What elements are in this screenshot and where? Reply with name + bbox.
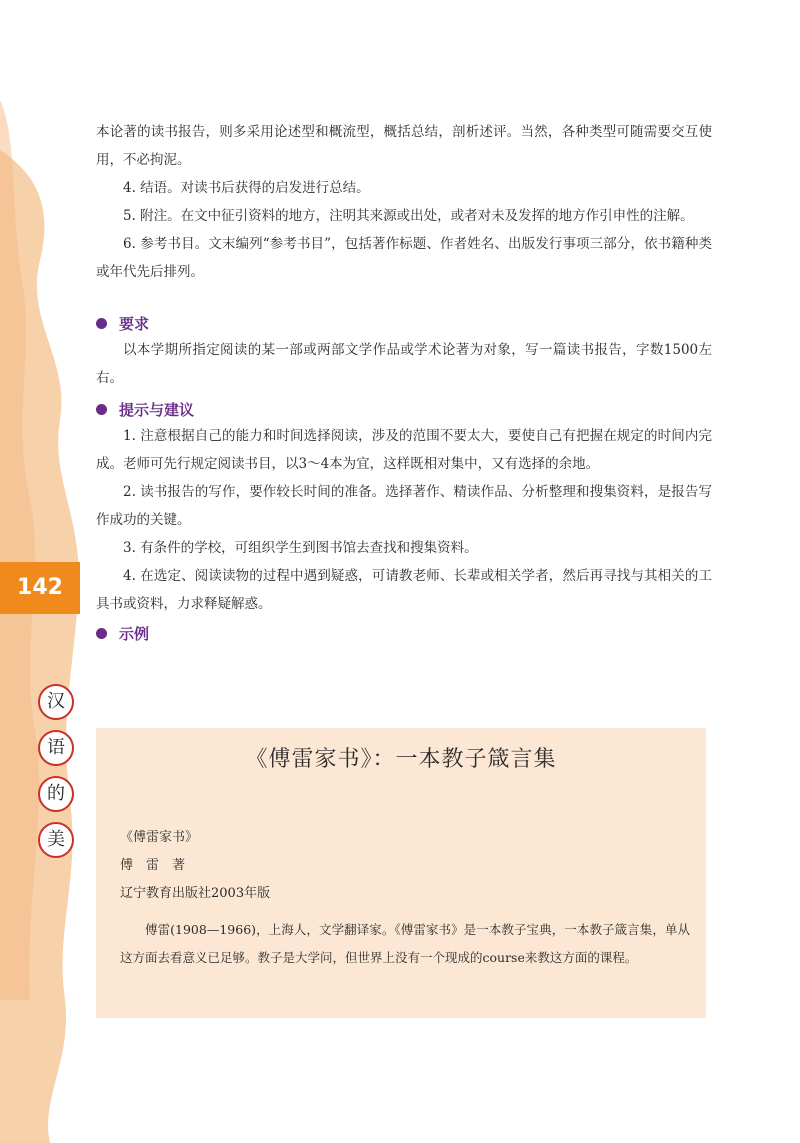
section-heading-label: 要求 [119,314,150,333]
example-box [96,728,706,1018]
tip-item: 1. 注意根据自己的能力和时间选择阅读，涉及的范围不要太大，要使自己有把握在规定的时间内完成。老师可先行规定阅读书目，以3～4本为宜，这样既相对集中，又有选择的余地。 [96,428,712,472]
side-title-char: 语 [38,730,74,766]
example-body: 傅雷(1908—1966)，上海人，文学翻译家。《傅雷家书》是一本教子宝典，一本教子箴言集，单从这方面去看意义已足够。教子是大学问，但世界上没有一个现成的course来教这方面的课程。 [120,922,690,965]
tip-item: 3. 有条件的学校，可组织学生到图书馆去查找和搜集资料。 [123,540,478,556]
intro-paragraph: 本论著的读书报告，则多采用论述型和概流型，概括总结，剖析述评。当然，各种类型可随需要交互使用，不必拘泥。 [96,124,712,168]
bullet-dot-icon [96,628,107,639]
example-publisher: 辽宁教育出版社2003年版 [120,886,271,901]
tip-item: 2. 读书报告的写作，要作较长时间的准备。选择著作、精读作品、分析整理和搜集资料，是报告写作成功的关键。 [96,484,712,528]
requirements-paragraph: 以本学期所指定阅读的某一部或两部文学作品或学术论著为对象，写一篇读书报告，字数1500左右。 [96,342,712,386]
section-heading-example [96,620,712,646]
example-book-info [120,824,270,908]
side-title-char: 美 [38,822,74,858]
example-title: 《傅雷家书》：一本教子箴言集 [245,747,557,772]
bullet-dot-icon [96,404,107,415]
tip-item: 4. 在选定、阅读读物的过程中遇到疑惑，可请教老师、长辈或相关学者，然后再寻找与其相关的工具书或资料，力求释疑解惑。 [96,568,712,612]
example-book-name: 《傅雷家书》 [120,830,199,845]
intro-paragraph: 5. 附注。在文中征引资料的地方，注明其来源或出处，或者对未及发挥的地方作引申性的注解。 [123,208,694,224]
intro-paragraph: 4. 结语。对读书后获得的启发进行总结。 [123,180,370,196]
intro-paragraph: 6. 参考书目。文末编列“参考书目”，包括著作标题、作者姓名、出版发行事项三部分，依书籍种类或年代先后排列。 [96,236,712,280]
section-heading-tips [96,396,712,422]
bullet-dot-icon [96,318,107,329]
section-heading-label: 提示与建议 [119,400,195,419]
main-content [96,118,712,646]
section-heading-requirements [96,310,712,336]
side-title-char: 的 [38,776,74,812]
example-author: 傅 雷 著 [120,858,186,873]
section-heading-label: 示例 [119,624,150,643]
side-title-char: 汉 [38,684,74,720]
page-number: 142 [0,562,80,614]
